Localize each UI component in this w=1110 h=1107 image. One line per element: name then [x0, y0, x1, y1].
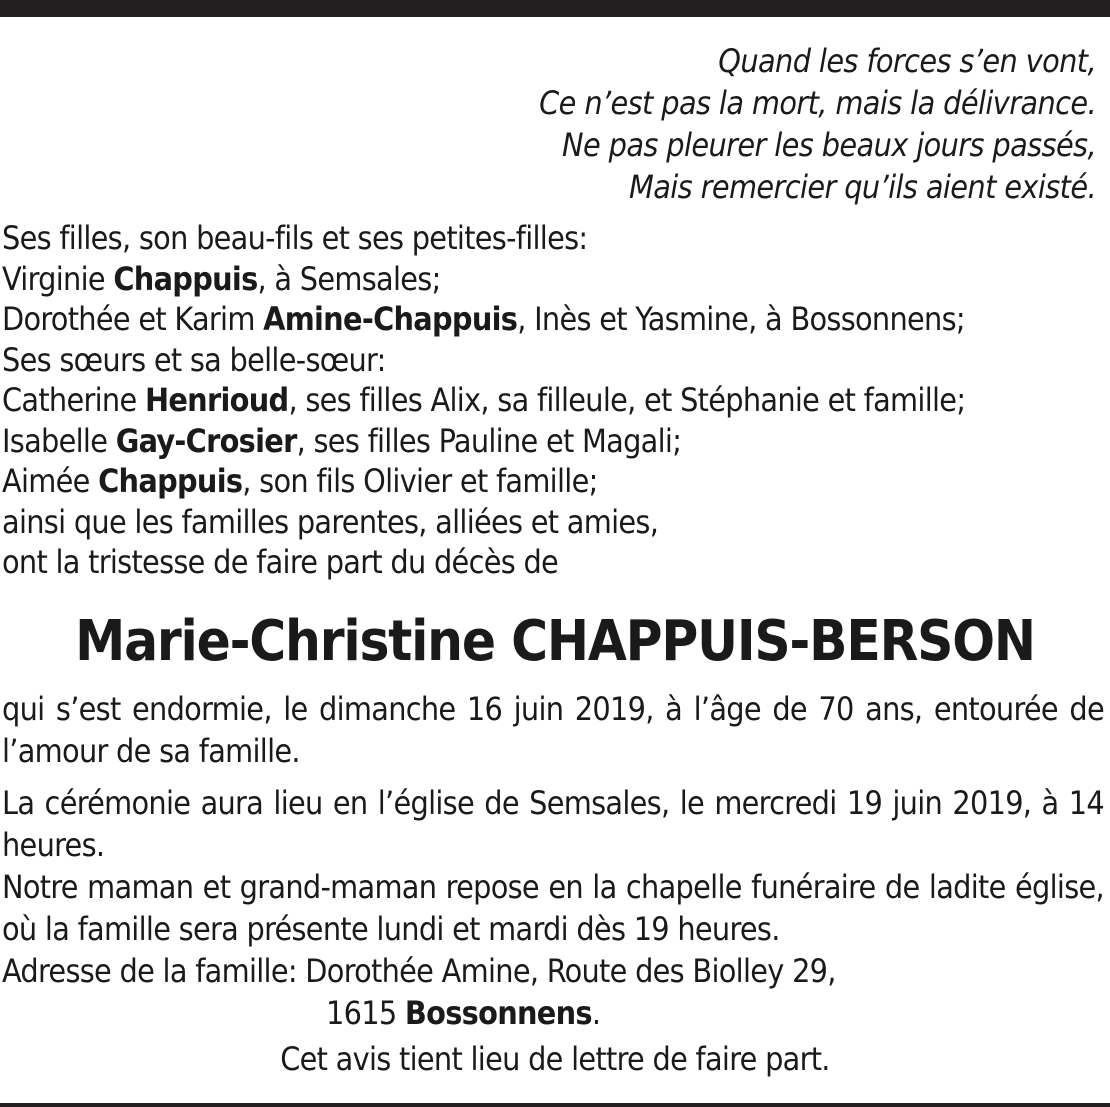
poem-line: Mais remercier qu’ils aient existé. [628, 168, 1096, 206]
surname: Chappuis [113, 259, 258, 298]
poem-line: Ne pas pleurer les beaux jours passés, [562, 126, 1096, 164]
closing-note: Cet avis tient lieu de lettre de faire part. [280, 1040, 830, 1078]
line-rest: , à Semsales; [257, 259, 441, 298]
ceremony-block [2, 782, 1104, 992]
relatives-line: ainsi que les familles parentes, alliées et amies, [2, 502, 659, 541]
ceremony-text: La cérémonie aura lieu en l’église de Semsales, le mercredi 19 juin 2019, à 14 heures. [2, 784, 1104, 864]
rest-text: Notre maman et grand-maman repose en la chapelle funéraire de ladite église, où la famille sera présente lundi et mardi dès 19 heures. [2, 868, 1104, 948]
sisters-intro: Ses sœurs et sa belle-sœur: [2, 340, 386, 379]
top-rule [0, 0, 1110, 17]
surname: Chappuis [98, 462, 243, 500]
family-line [2, 380, 965, 421]
address-end: . [591, 994, 601, 1032]
poem-line: Quand les forces s’en vont, [718, 42, 1096, 80]
given-name: Isabelle [2, 421, 116, 460]
poem-line: Ce n’est pas la mort, mais la délivrance. [539, 84, 1096, 122]
line-rest: , son fils Olivier et famille; [242, 462, 598, 500]
address-line: Adresse de la famille: Dorothée Amine, Route des Biolley 29, [2, 952, 836, 990]
given-name: Aimée [2, 462, 99, 500]
announcement-line: ont la tristesse de faire part du décès de [2, 543, 559, 581]
surname: Henrioud [144, 381, 289, 419]
family-line [2, 259, 965, 300]
death-notice-text: qui s’est endormie, le dimanche 16 juin 2019, à l’âge de 70 ans, entourée de l’amour de sa famille. [2, 690, 1104, 770]
poem [539, 40, 1096, 208]
given-name: Catherine [2, 381, 145, 419]
family-line [2, 421, 965, 462]
address-postal [326, 994, 600, 1032]
line-rest: , ses filles Pauline et Magali; [296, 421, 682, 460]
line-rest: , ses filles Alix, sa filleule, et Stéphanie et famille; [288, 381, 966, 419]
line-rest: , Inès et Yasmine, à Bossonnens; [517, 300, 965, 338]
deceased-name: Marie-Christine CHAPPUIS-BERSON [75, 609, 1035, 674]
surname: Amine-Chappuis [263, 300, 518, 338]
postal-code: 1615 [326, 994, 405, 1032]
given-name: Dorothée et Karim [2, 300, 264, 338]
death-notice [2, 688, 1104, 772]
given-name: Virginie [2, 259, 114, 298]
family-line [2, 299, 965, 340]
family-line [2, 461, 965, 502]
surname: Gay-Crosier [115, 421, 297, 460]
town: Bossonnens [404, 994, 592, 1032]
family-list [2, 218, 965, 583]
daughters-intro: Ses filles, son beau-fils et ses petites-filles: [2, 219, 588, 257]
bottom-rule [0, 1103, 1110, 1107]
